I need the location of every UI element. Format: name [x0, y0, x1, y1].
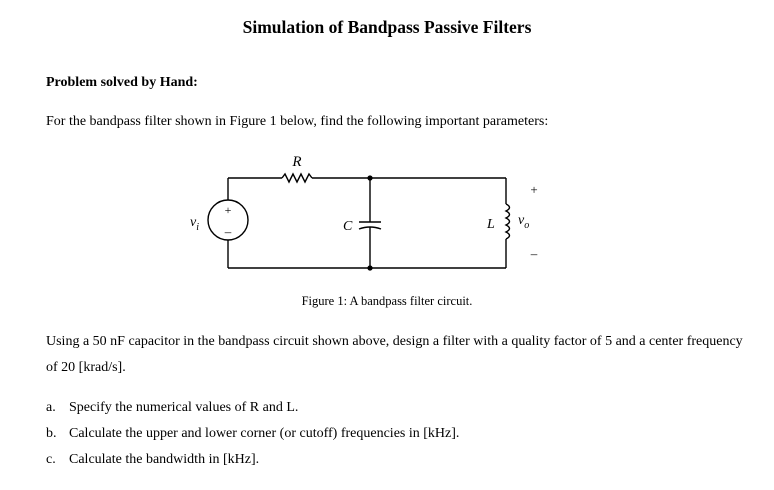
junction-dot-top: [367, 175, 372, 180]
inductor-symbol: [506, 204, 510, 239]
list-item-text: Calculate the upper and lower corner (or cutoff) frequencies in [kHz].: [69, 426, 460, 441]
list-item: [46, 398, 459, 424]
list-item: [46, 424, 459, 450]
figure-caption: Figure 1: A bandpass filter circuit.: [301, 294, 473, 308]
input-voltage-label: [190, 215, 199, 233]
inductor-label: L: [487, 217, 495, 232]
list-item-text: Calculate the bandwidth in [kHz].: [69, 452, 260, 467]
resistor-label: R: [292, 154, 302, 170]
source-plus-sign: +: [224, 203, 232, 217]
document-title: Simulation of Bandpass Passive Filters: [242, 17, 532, 37]
capacitor-label: C: [343, 219, 353, 234]
section-heading: Problem solved by Hand:: [46, 75, 198, 90]
intro-text: For the bandpass filter shown in Figure 1 below, find the following important parameters:: [46, 114, 549, 129]
input-voltage-subscript: i: [196, 222, 199, 233]
list-marker: c.: [46, 452, 56, 467]
list-item-text: Specify the numerical values of R and L.: [69, 400, 299, 415]
list-item: [46, 450, 459, 476]
list-marker: a.: [46, 400, 56, 415]
source-minus-sign: –: [224, 224, 232, 239]
input-voltage-symbol: v: [190, 215, 197, 230]
output-plus-sign: +: [530, 182, 538, 197]
task-list: [46, 398, 459, 476]
output-minus-sign: –: [530, 246, 538, 261]
junction-dot-bottom: [367, 265, 372, 270]
output-voltage-label: [518, 213, 529, 231]
resistor-symbol: [282, 174, 312, 182]
output-voltage-symbol: v: [518, 213, 525, 228]
list-marker: b.: [46, 426, 57, 441]
output-voltage-subscript: o: [524, 220, 530, 231]
design-paragraph: Using a 50 nF capacitor in the bandpass circuit shown above, design a filter with a quality factor of 5 and a center frequency of 20 [krad/s].: [46, 334, 743, 375]
